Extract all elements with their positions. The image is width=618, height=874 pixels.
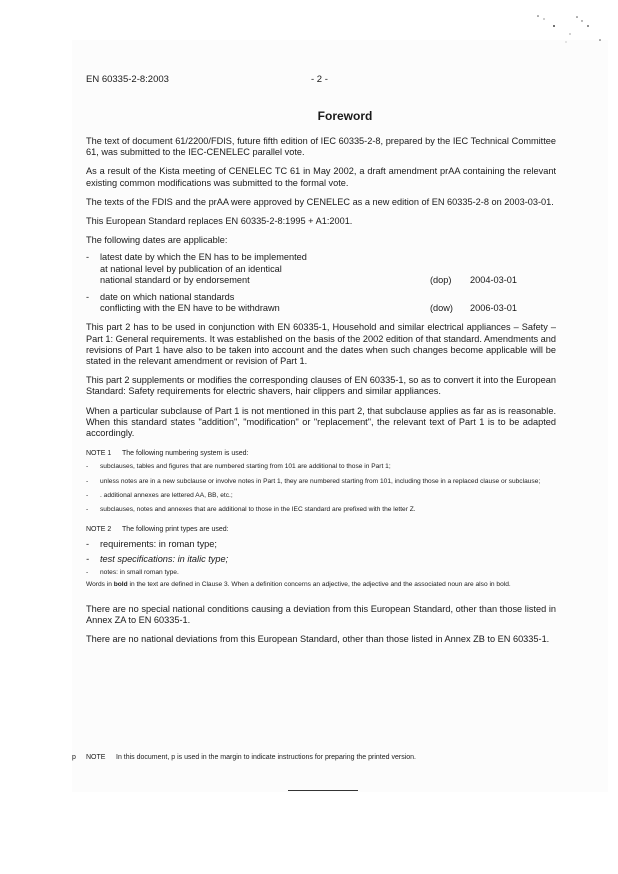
paragraph: As a result of the Kista meeting of CENELEC TC 61 in May 2002, a draft amendment prAA containing the relevant existing common modifications was submitted to the formal vote.	[86, 166, 556, 188]
note-2-heading: NOTE 2 The following print types are used:	[86, 525, 229, 533]
date-code: (dop)	[430, 274, 452, 285]
list-item: - . additional annexes are lettered AA, BB, etc.;	[86, 492, 233, 500]
paragraph: This European Standard replaces EN 60335-2-8:1995 + A1:2001.	[86, 216, 353, 227]
print-type-small: - notes: in small roman type.	[86, 568, 179, 576]
paragraph: This part 2 supplements or modifies the corresponding clauses of EN 60335-1, so as to convert it into the European Standard: Safety requirements for electric shavers, hair clippers and similar appliances.	[86, 375, 556, 397]
final-note: p NOTE In this document, p is used in the margin to indicate instructions for preparing the printed version.	[72, 754, 416, 761]
date-value: 2004-03-01	[470, 274, 517, 285]
list-item: - subclauses, notes and annexes that are additional to those in the IEC standard are prefixed with the letter Z.	[86, 506, 416, 514]
document-id: EN 60335-2-8:2003	[86, 74, 169, 85]
print-type-italic: - test specifications: in italic type;	[86, 553, 229, 564]
paragraph: The text of document 61/2200/FDIS, future fifth edition of IEC 60335-2-8, prepared by the IEC Technical Committee 61, was submitted to the IEC-CENELEC parallel vote.	[86, 136, 556, 158]
paragraph: The following dates are applicable:	[86, 235, 228, 246]
date-code: (dow)	[430, 303, 453, 314]
bold-words-note: Words in bold in the text are defined in Clause 3. When a definition concerns an adjective, the adjective and the associated noun are also in bold.	[86, 581, 511, 589]
page-number: - 2 -	[311, 74, 328, 85]
margin-marker: p	[72, 754, 76, 761]
paragraph: This part 2 has to be used in conjunction with EN 60335-1, Household and similar electrical appliances – Safety – Part 1: General requirements. It was established on the basis of the 2002 edition of that standard. Amendments and revisions of Part 1 have also to be taken into account and the dates when such changes become applicable will be stated in the relevant amendment or revision of Part 1.	[86, 322, 556, 367]
list-item: - unless notes are in a new subclause or involve notes in Part 1, they are numbered starting from 101, including those in a replaced clause or subclause;	[86, 477, 541, 485]
date-item-dow: - date on which national standards conflicting with the EN have to be withdrawn (dow) 2006-03-01	[86, 292, 517, 314]
note-1-heading: NOTE 1 The following numbering system is used:	[86, 450, 249, 458]
date-item-dop: - latest date by which the EN has to be implemented at national level by publication of an identical national standard or by endorsement (dop) 2004-03-01	[86, 252, 517, 285]
date-value: 2006-03-01	[470, 303, 517, 314]
dates-list	[86, 252, 556, 314]
main-content	[86, 136, 556, 654]
paragraph: The texts of the FDIS and the prAA were approved by CENELEC as a new edition of EN 60335-2-8 on 2003-03-01.	[86, 196, 554, 207]
paragraph: When a particular subclause of Part 1 is not mentioned in this part 2, that subclause applies as far as is reasonable. When this standard states "addition", "modification" or "replacement", the relevant text of Part 1 is to be adapted accordingly.	[86, 405, 556, 439]
page-title: Foreword	[317, 109, 373, 123]
scan-specks	[530, 10, 610, 50]
list-item: - subclauses, tables and figures that are numbered starting from 101 are additional to those in Part 1;	[86, 463, 391, 471]
paragraph: There are no national deviations from this European Standard, other than those listed in Annex ZB to EN 60335-1.	[86, 634, 550, 645]
end-rule	[288, 790, 358, 791]
paragraph: There are no special national conditions causing a deviation from this European Standard, other than those listed in Annex ZA to EN 60335-1.	[86, 603, 556, 626]
print-type-roman: - requirements: in roman type;	[86, 538, 217, 549]
